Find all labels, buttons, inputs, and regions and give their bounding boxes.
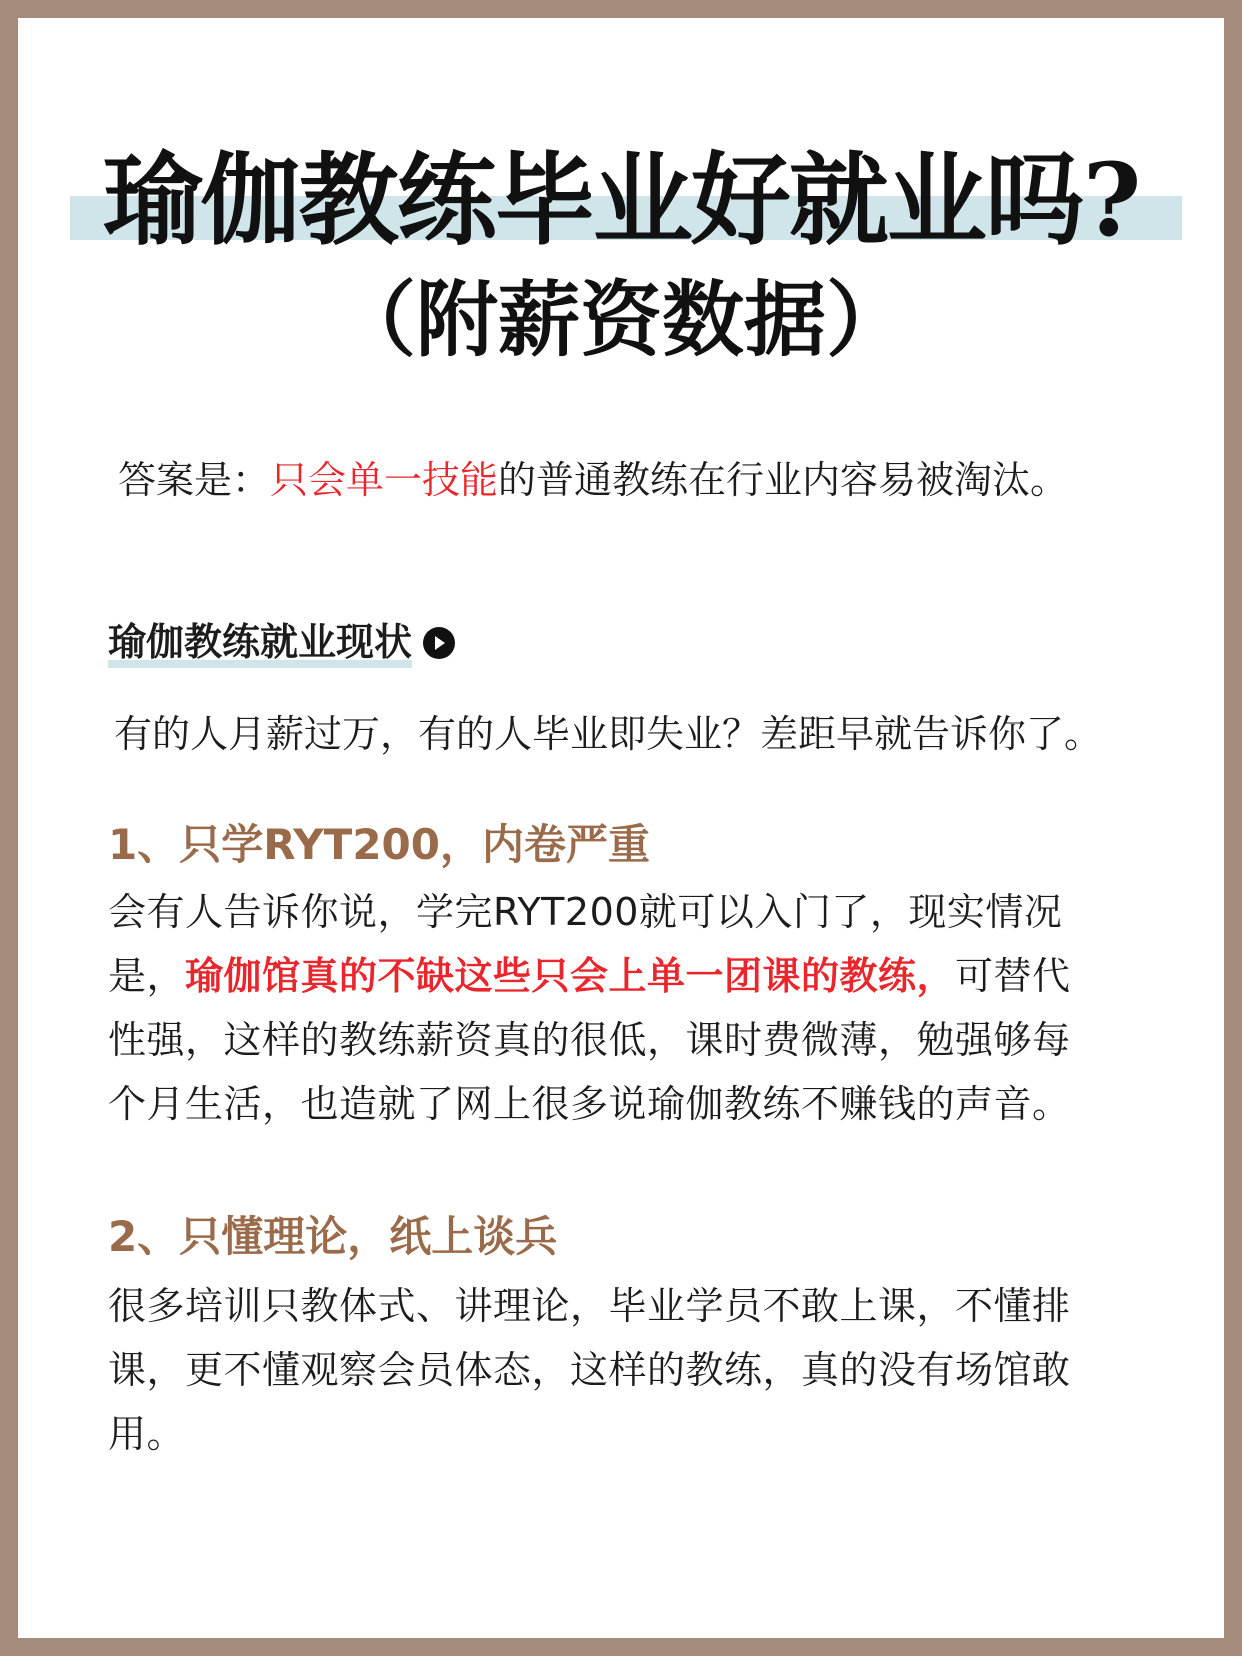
answer-line (118, 454, 1068, 506)
section-heading (108, 618, 456, 678)
line-text: 可替代 (955, 954, 1071, 998)
item-paragraph (108, 1274, 1176, 1466)
paragraph-line: 很多培训只教体式、讲理论，毕业学员不敢上课，不懂排 (108, 1284, 1071, 1328)
section-heading-label (108, 618, 412, 666)
arrow-right-circle-icon (422, 626, 456, 660)
poster-card (18, 18, 1224, 1638)
answer-highlight: 只会单一技能 (270, 458, 499, 502)
item-title: 2、只懂理论，纸上谈兵 (108, 1212, 558, 1261)
line-text: 是， (108, 954, 186, 998)
page-title: 瑜伽教练毕业好就业吗? (102, 141, 1140, 259)
paragraph-line: 个月生活，也造就了网上很多说瑜伽教练不赚钱的声音。 (108, 1082, 1071, 1126)
paragraph-line (108, 944, 1176, 1008)
item-title: 1、只学RYT200，内卷严重 (108, 820, 651, 869)
paragraph-line: 会有人告诉你说，学完RYT200就可以入门了，现实情况 (108, 890, 1063, 934)
paragraph-line: 性强，这样的教练薪资真的很低，课时费微薄，勉强够每 (108, 1018, 1071, 1062)
answer-prefix: 答案是： (118, 458, 271, 502)
section-heading-text: 瑜伽教练就业现状 (108, 620, 413, 664)
section-intro: 有的人月薪过万，有的人毕业即失业？差距早就告诉你了。 (114, 712, 1103, 756)
paragraph-line: 用。 (108, 1412, 186, 1456)
item-paragraph (108, 880, 1176, 1136)
page-subtitle: （附薪资数据） (333, 272, 908, 368)
paragraph-line: 课，更不懂观察会员体态，这样的教练，真的没有场馆敢 (108, 1348, 1071, 1392)
emphasis-text: 瑜伽馆真的不缺这些只会上单一团课的教练， (185, 954, 956, 998)
answer-suffix: 的普通教练在行业内容易被淘汰。 (498, 458, 1069, 502)
